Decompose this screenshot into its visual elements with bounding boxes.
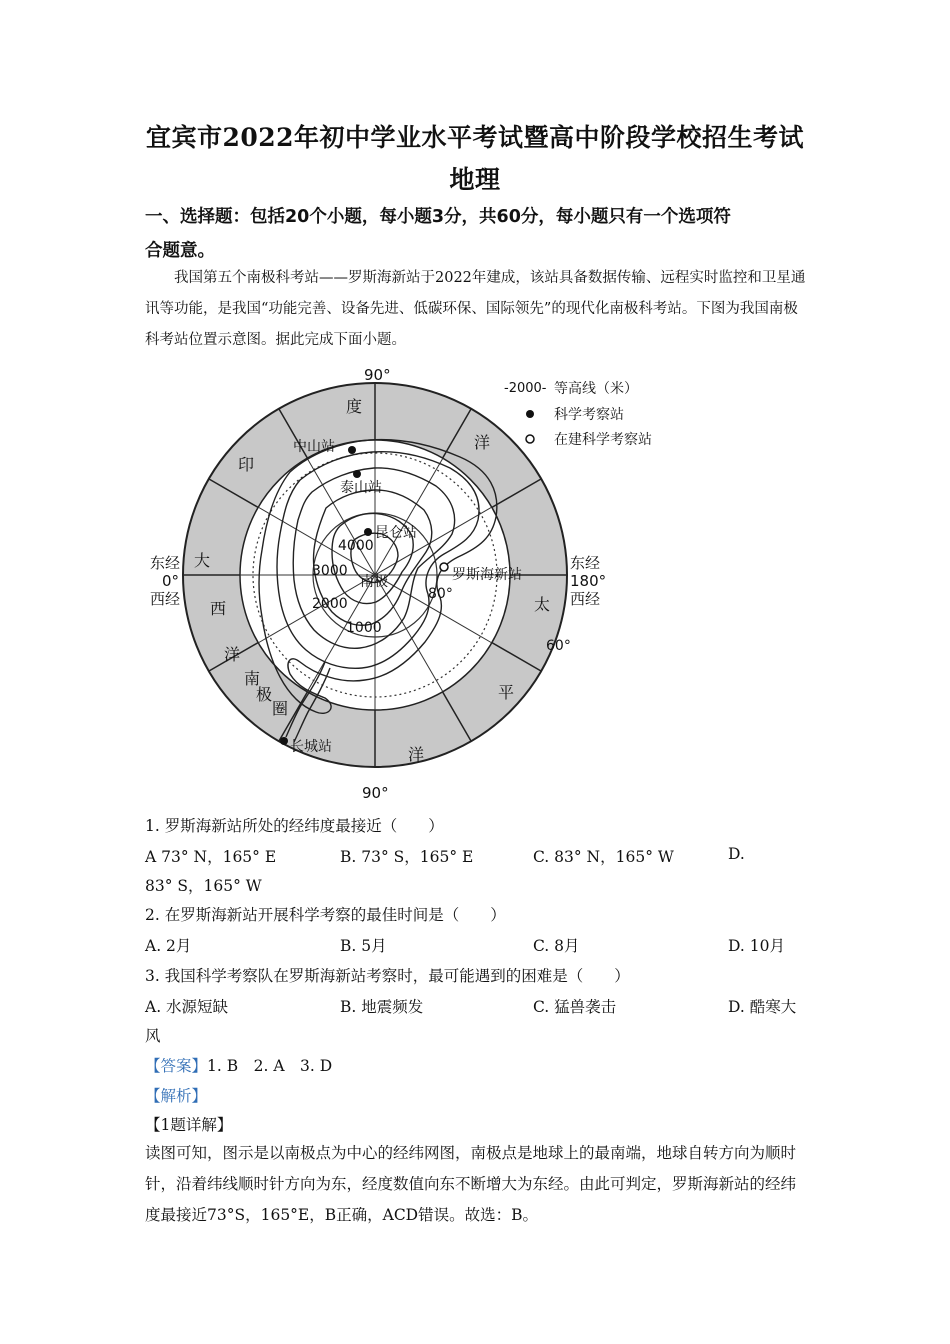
analysis-paragraph: 读图可知，图示是以南极点为中心的经纬网图，南极点是地球上的最南端，地球自转方向为顺时针，沿着纬线顺时针方向为东，经度数值向东不断增大为东经。由此可判定，罗斯海新站的经纬度最接近73°S，165°E，B正确，ACD错误。故选：B。: [145, 1144, 797, 1224]
antarctic-circle-char: 圈: [272, 699, 289, 718]
intro-paragraph: 我国第五个南极科考站——罗斯海新站于2022年建成，该站具备数据传输、远程实时监控和卫星通讯等功能，是我国“功能完善、设备先进、低碳环保、国际领先”的现代化南极科考站。下图为我国南极科考站位置示意图。据此完成下面小题。: [145, 270, 806, 348]
answer-tag: 【答案】: [145, 1057, 208, 1075]
antarctic-map: [140, 362, 680, 804]
question-2-stem: 2. 在罗斯海新站开展科学考察的最佳时间是（ ）: [145, 906, 506, 924]
legend-planned-label: 在建科学考察站: [554, 432, 652, 448]
ocean-char: 洋: [474, 433, 491, 452]
ocean-char: 太: [534, 595, 551, 614]
question-2-option-b: B. 5月: [340, 937, 387, 955]
analysis-subheading: 【1题详解】: [145, 1116, 233, 1134]
legend-contour-label: 等高线（米）: [554, 381, 638, 397]
answer-text: 1. B 2. A 3. D: [207, 1057, 333, 1075]
antarctic-circle-char: 南: [244, 669, 261, 688]
question-3-option-b: B. 地震频发: [340, 998, 424, 1016]
legend-station-label: 科学考察站: [554, 407, 624, 423]
taishan-station-dot: [353, 470, 361, 478]
section-heading: [145, 200, 815, 268]
antarctic-circle-char: 极: [256, 685, 273, 704]
right-label-180: 180°: [570, 572, 607, 590]
contour-4000-label: 4000: [338, 538, 374, 554]
question-1-stem: 1. 罗斯海新站所处的经纬度最接近（ ）: [145, 817, 444, 835]
kunlun-station-dot: [364, 528, 372, 536]
changcheng-station-dot: [280, 737, 288, 745]
taishan-label: 泰山站: [340, 480, 382, 496]
changcheng-label: 长城站: [290, 739, 332, 755]
legend-station-icon: [526, 410, 534, 418]
analysis-tag: 【解析】: [145, 1087, 208, 1105]
question-2-option-c: C. 8月: [533, 937, 580, 955]
contour-1000-label: 1000: [346, 620, 382, 636]
rosshai-station-dot: [440, 563, 448, 571]
ocean-char: 平: [498, 683, 515, 702]
left-label-west: 西经: [150, 590, 181, 608]
question-1-option-d: D.: [728, 845, 745, 863]
page-title: 宜宾市2022年初中学业水平考试暨高中阶段学校招生考试: [145, 123, 805, 152]
left-label-0: 0°: [162, 572, 180, 590]
analysis-line: [145, 1084, 207, 1106]
rosshai-label: 罗斯海新站: [452, 567, 522, 583]
question-2-option-a: A. 2月: [145, 937, 192, 955]
question-1-option-b: B. 73° S，165° E: [340, 848, 474, 866]
kunlun-label: 昆仑站: [375, 525, 417, 541]
bottom-longitude-label: 90°: [362, 784, 389, 802]
section-heading-line1: 一、选择题：包括20个小题，每小题3分，共60分，每小题只有一个选项符: [145, 207, 731, 227]
lat-60-label: 60°: [546, 638, 571, 654]
question-1-option-a: A 73° N，165° E: [145, 848, 277, 866]
left-label-east: 东经: [150, 554, 181, 572]
legend: [504, 380, 652, 448]
lat-80-label: 80°: [428, 586, 453, 602]
south-pole-label: 南极: [360, 574, 388, 590]
ocean-char: 西: [210, 599, 227, 618]
section-heading-line2: 合题意。: [145, 241, 215, 261]
question-3-option-c: C. 猛兽袭击: [533, 998, 617, 1016]
ocean-char: 印: [238, 455, 255, 474]
ocean-char: 度: [346, 397, 363, 416]
contour-2000-label: 2000: [312, 596, 348, 612]
zhongshan-station-dot: [348, 446, 356, 454]
page-subtitle: 地理: [449, 165, 501, 194]
question-1-option-d-wrap: 83° S，165° W: [145, 877, 262, 895]
ocean-char: 洋: [408, 745, 425, 764]
question-2-option-d: D. 10月: [728, 937, 785, 955]
ocean-char: 大: [194, 551, 211, 570]
top-longitude-label: 90°: [364, 366, 391, 384]
right-label-west: 西经: [570, 590, 601, 608]
right-label-east: 东经: [570, 554, 601, 572]
question-3-option-d-wrap: 风: [145, 1027, 161, 1045]
legend-contour-value: -2000-: [504, 381, 547, 396]
question-3-option-a: A. 水源短缺: [145, 998, 229, 1016]
question-3-option-d: D. 酷寒大: [728, 998, 797, 1016]
question-1-option-c: C. 83° N，165° W: [533, 848, 674, 866]
zhongshan-label: 中山站: [293, 439, 335, 455]
answer-line: [145, 1054, 332, 1076]
legend-planned-icon: [526, 435, 534, 443]
question-3-stem: 3. 我国科学考察队在罗斯海新站考察时，最可能遇到的困难是（ ）: [145, 967, 630, 985]
contour-3000-label: 3000: [312, 563, 348, 579]
ocean-char: 洋: [224, 645, 241, 664]
